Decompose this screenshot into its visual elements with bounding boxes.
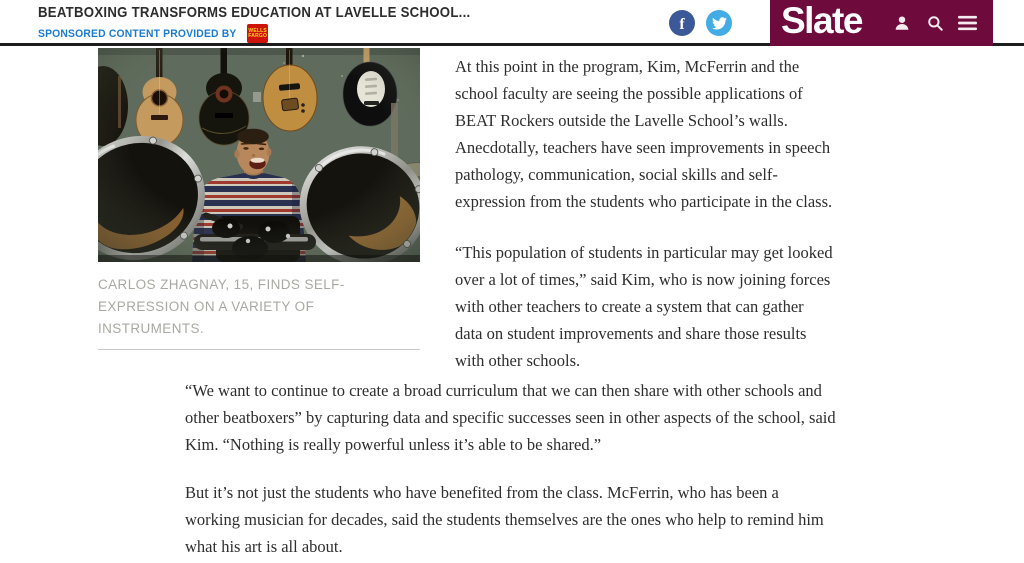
search-icon[interactable]: [925, 14, 944, 33]
twitter-share-button[interactable]: [706, 10, 732, 36]
caption-divider: [98, 349, 420, 350]
article-figure: [98, 48, 420, 350]
facebook-share-button[interactable]: [669, 10, 695, 36]
article-paragraph: But it’s not just the students who have benefited from the class. McFerrin, who has been a working musician for decades, said the students themselves are the ones who help to remind him what his art is all about.: [185, 483, 824, 556]
article-paragraph: “We want to continue to create a broad curriculum that we can then share with other schools and other beatboxers” by capturing data and specific successes seen in other aspects of the school, said Kim. “Nothing is really powerful unless it’s able to be shared.”: [185, 381, 836, 454]
slate-nav-bar: [770, 0, 993, 46]
menu-icon[interactable]: [958, 14, 977, 33]
photo-caption: CARLOS ZHAGNAY, 15, FINDS SELF-EXPRESSION ON A VARIETY OF INSTRUMENTS.: [98, 277, 345, 336]
facebook-icon: f: [679, 15, 685, 33]
header-title-group: [38, 4, 529, 43]
sponsored-label: SPONSORED CONTENT PROVIDED BY: [38, 27, 237, 40]
article-paragraph: “This population of students in particular may get looked over a lot of times,” said Kim, who is now joining forces with other teachers to create a system that can gather data on student improvements and share those results with other schools.: [455, 243, 833, 370]
site-header: [0, 0, 1024, 46]
article-paragraph: At this point in the program, Kim, McFerrin and the school faculty are seeing the possible applications of BEAT Rockers outside the Lavelle School’s walls. Anecdotally, teachers have seen improvements in speech pathology, communication, social skills and self-expression from the students who participate in the class.: [455, 57, 833, 211]
article-title-bar: BEATBOXING TRANSFORMS EDUCATION AT LAVELLE SCHOOL...: [38, 4, 471, 21]
article-column-text: [455, 48, 833, 398]
twitter-icon: [712, 17, 727, 30]
slate-nav-icons: [892, 14, 977, 33]
sponsored-row: [38, 24, 529, 43]
social-share-buttons: [669, 10, 732, 36]
slate-logo[interactable]: Slate: [781, 0, 862, 41]
wells-fargo-logo[interactable]: WELLS FARGO: [247, 24, 268, 43]
article-photo: [98, 48, 420, 262]
article-fullwidth-text: [185, 377, 837, 563]
account-icon[interactable]: [892, 14, 911, 33]
